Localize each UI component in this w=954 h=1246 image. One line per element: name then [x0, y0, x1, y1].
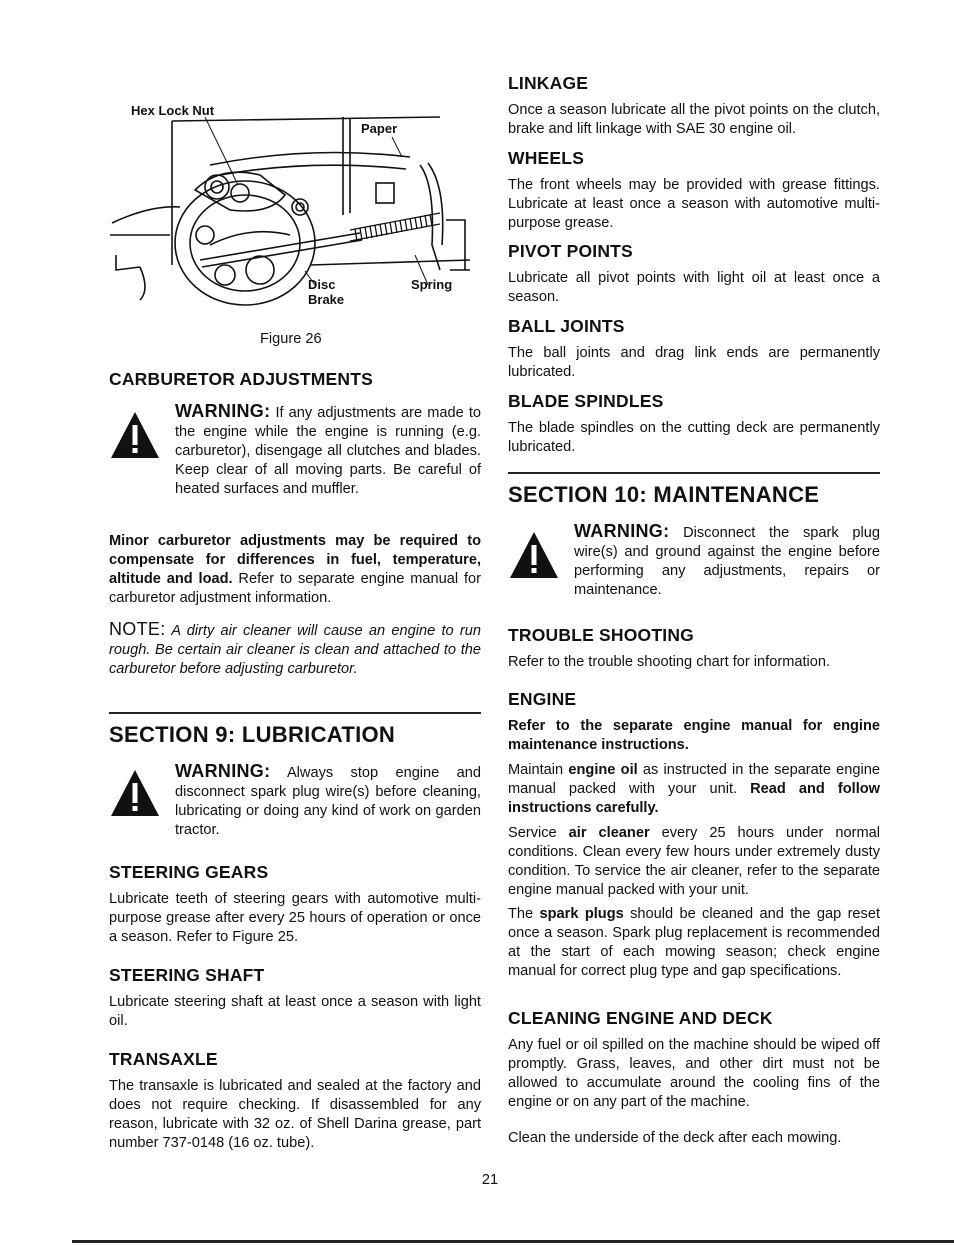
- label-disc: Disc: [308, 277, 336, 292]
- text-span: should be cleaned and the gap reset once a season. Spark plug replacement is recommended at the start of each mowing season; check engine manual for correct plug type and gap specifications.: [508, 906, 881, 979]
- warning-triangle-icon: [508, 530, 560, 580]
- ball-joints-text: The ball joints and drag link ends are permanently lubricated.: [508, 345, 880, 380]
- note-paragraph: [109, 620, 481, 679]
- wheels-text: The front wheels may be provided with grease fittings. Lubricate at least once a season with automotive multi-purpose grease.: [508, 177, 880, 231]
- heading-linkage: LINKAGE: [508, 73, 589, 93]
- trouble-shooting-text: Refer to the trouble shooting chart for information.: [508, 654, 831, 670]
- heading-pivot-points: PIVOT POINTS: [508, 241, 633, 261]
- bold-span: spark plugs: [539, 906, 624, 922]
- section-9-title: SECTION 9: LUBRICATION: [109, 722, 396, 747]
- carburetor-normal-text: Refer to separate engine manual for carburetor adjustment information.: [109, 571, 481, 606]
- label-spring: Spring: [411, 277, 453, 292]
- heading-blade-spindles: BLADE SPINDLES: [508, 391, 664, 411]
- lubrication-warning: [109, 762, 481, 842]
- transaxle-text: The transaxle is lubricated and sealed at the factory and does not require checking. If disassembled for any reason, lubricate with 32 oz. of Shell Darina grease, part number 737-0148 (16 oz. tube).: [109, 1078, 481, 1151]
- pivot-points-text: Lubricate all pivot points with light oil at least once a season.: [508, 270, 880, 305]
- cleaning-text: Any fuel or oil spilled on the machine should be wiped off promptly. Grass, leaves, and other dirt must not be allowed to accumulate around the cooling fins of the engine or on any part of the machine.: [508, 1037, 880, 1110]
- warning-triangle-icon: [109, 410, 161, 460]
- steering-gears-text: Lubricate teeth of steering gears with automotive multi-purpose grease after every 25 hours of operation or once a season. Refer to Figure 25.: [109, 891, 481, 945]
- carburetor-adjustment-paragraph: [109, 532, 481, 608]
- figure-26: [110, 95, 480, 320]
- heading-steering-shaft: STEERING SHAFT: [109, 965, 265, 985]
- section-10-rule: [508, 472, 880, 474]
- note-label: NOTE:: [109, 619, 166, 639]
- note-text: A dirty air cleaner will cause an engine to run rough. Be certain air cleaner is clean and attached to the carburetor before adjusting carburetor.: [109, 623, 481, 677]
- text-span: Service: [508, 825, 569, 841]
- bold-span: air cleaner: [568, 825, 650, 841]
- warning-body: If any adjustments are made to the engine while the engine is running (e.g. carburetor), disengage all clutches and blades. Keep clear of all moving parts. Be careful of heated surfaces and muffler.: [175, 405, 481, 497]
- section-10-title: SECTION 10: MAINTENANCE: [508, 482, 820, 507]
- engine-bold-span: Refer to the separate engine manual for engine maintenance instructions.: [508, 718, 880, 753]
- linkage-text: Once a season lubricate all the pivot points on the clutch, brake and lift linkage with SAE 30 engine oil.: [508, 102, 880, 137]
- bold-span: engine oil: [568, 762, 638, 778]
- steering-shaft-text: Lubricate steering shaft at least once a season with light oil.: [109, 994, 481, 1029]
- text-span: as instructed in the separate engine manual packed with your unit.: [508, 762, 881, 797]
- label-hex-lock-nut: Hex Lock Nut: [131, 103, 215, 118]
- figure-caption: Figure 26: [260, 331, 322, 347]
- heading-carburetor-adjustments: CARBURETOR ADJUSTMENTS: [109, 369, 373, 389]
- heading-ball-joints: BALL JOINTS: [508, 316, 625, 336]
- air-cleaner-paragraph: [508, 824, 880, 900]
- cleaning-text-2: Clean the underside of the deck after each mowing.: [508, 1130, 842, 1146]
- section-9-rule: [109, 712, 481, 714]
- heading-trouble-shooting: TROUBLE SHOOTING: [508, 625, 694, 645]
- warning-label: WARNING:: [574, 521, 670, 541]
- bold-span: Read and follow instructions carefully.: [508, 781, 881, 816]
- carburetor-bold-text: Minor carburetor adjustments may be required to compensate for differences in fuel, temperature, altitude and load.: [109, 533, 481, 587]
- text-span: The: [508, 906, 540, 922]
- engine-oil-paragraph: [508, 761, 880, 818]
- warning-body: Always stop engine and disconnect spark plug wire(s) before cleaning, lubricating or doing any kind of work on garden tractor.: [175, 765, 481, 838]
- warning-triangle-icon: [109, 768, 161, 818]
- warning-label: WARNING:: [175, 401, 271, 421]
- footer-rule: [72, 1240, 954, 1243]
- heading-cleaning-engine-and-deck: CLEANING ENGINE AND DECK: [508, 1008, 773, 1028]
- heading-steering-gears: STEERING GEARS: [109, 862, 269, 882]
- page-number: 21: [481, 1172, 499, 1188]
- heading-transaxle: TRANSAXLE: [109, 1049, 218, 1069]
- engine-bold-text: [508, 717, 880, 755]
- heading-engine: ENGINE: [508, 689, 577, 709]
- maintenance-warning: [508, 522, 880, 602]
- spark-plugs-paragraph: [508, 905, 880, 981]
- text-span: every 25 hours under normal conditions. Clean every few hours under extremely dusty condition. To service the air cleaner, refer to the separate engine manual packed with your unit.: [508, 825, 880, 898]
- maintenance-warning-text: [574, 522, 880, 600]
- carburetor-warning-text: [175, 402, 481, 499]
- text-span: Maintain: [508, 762, 569, 778]
- warning-label: WARNING:: [175, 761, 271, 781]
- label-paper: Paper: [361, 121, 398, 136]
- heading-wheels: WHEELS: [508, 148, 585, 168]
- warning-body: Disconnect the spark plug wire(s) and ground against the engine before performing any adjustments, repairs or maintenance.: [574, 525, 880, 598]
- blade-spindles-text: The blade spindles on the cutting deck are permanently lubricated.: [508, 420, 880, 455]
- label-brake: Brake: [308, 292, 345, 307]
- carburetor-warning: [109, 402, 481, 520]
- lubrication-warning-text: [175, 762, 481, 840]
